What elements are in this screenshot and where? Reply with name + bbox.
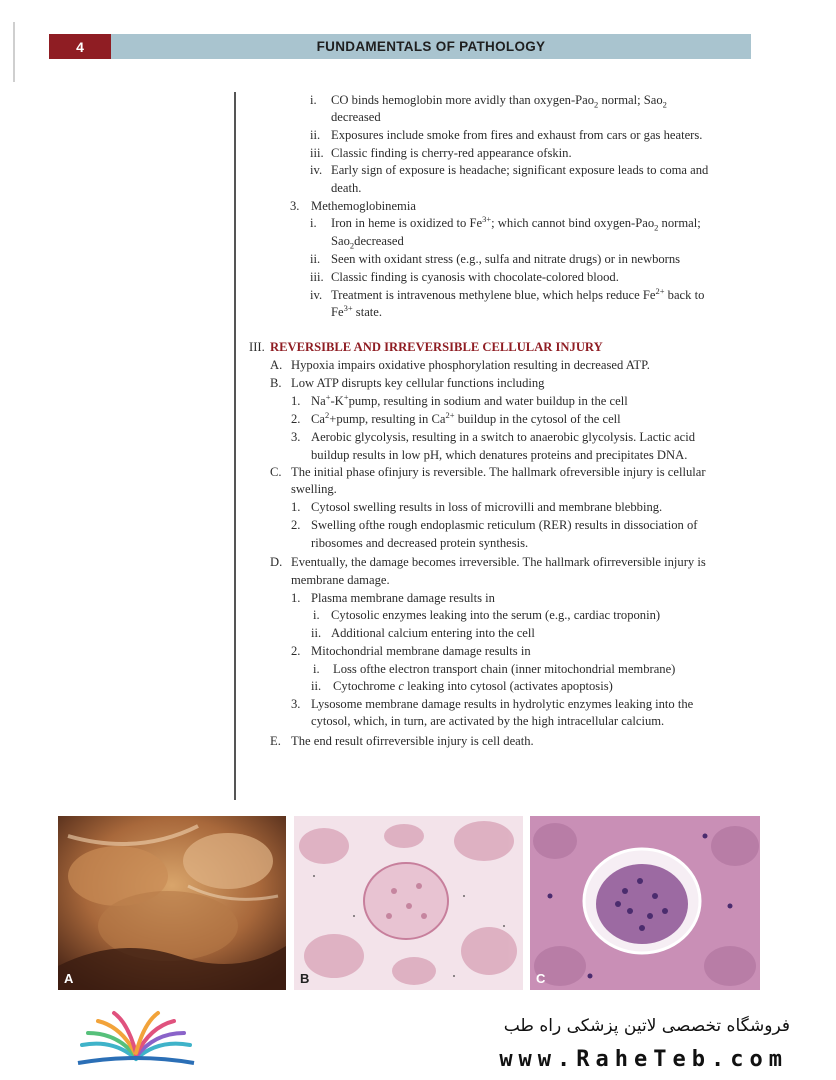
list-number: 2. xyxy=(291,518,301,532)
list-number: ii. xyxy=(310,128,321,142)
list-item: Swelling ofthe rough endoplasmic reticulum (RER) results in dissociation of xyxy=(311,518,698,532)
list-number: 2. xyxy=(291,644,301,658)
list-item: The initial phase ofinjury is reversible. The hallmark ofreversible injury is cellular xyxy=(291,465,706,479)
section-title: REVERSIBLE AND IRREVERSIBLE CELLULAR INJURY xyxy=(270,340,603,354)
list-item-cont: decreased xyxy=(331,110,381,124)
list-number: 3. xyxy=(290,199,300,213)
list-item: Exposures include smoke from fires and exhaust from cars or gas heaters. xyxy=(331,128,703,142)
list-item-cont: death. xyxy=(331,181,362,195)
shop-name: فروشگاه تخصصی لاتین پزشکی راه طب xyxy=(503,1016,790,1036)
list-item: Eventually, the damage becomes irreversible. The hallmark ofirreversible injury is xyxy=(291,555,706,569)
figure-label: A xyxy=(64,971,74,986)
list-item-cont: cytosol, which, in turn, are activated by the high intracellular calcium. xyxy=(311,714,665,728)
list-number: i. xyxy=(310,216,317,230)
list-item: Cytochrome c leaking into cytosol (activates apoptosis) xyxy=(333,679,613,693)
margin-rule xyxy=(234,92,236,800)
list-number: 1. xyxy=(291,394,301,408)
list-item: Aerobic glycolysis, resulting in a switch to anaerobic glycolysis. Lactic acid xyxy=(311,430,696,444)
list-item-cont: Sao$_2$decreased xyxy=(331,234,404,251)
list-item: Lysosome membrane damage results in hydrolytic enzymes leaking into the xyxy=(311,697,694,711)
list-item: Seen with oxidant stress (e.g., sulfa and nitrate drugs) or in newborns xyxy=(331,252,681,266)
list-item: Na+-K+pump, resulting in sodium and water buildup in the cell xyxy=(311,391,628,408)
list-number: ii. xyxy=(311,626,322,640)
list-number: 3. xyxy=(291,697,301,711)
list-letter: E. xyxy=(270,734,281,748)
list-item: Classic finding is cherry-red appearance ofskin. xyxy=(331,146,572,160)
list-number: 2. xyxy=(291,412,301,426)
section-number: III. xyxy=(249,340,265,354)
list-number: iii. xyxy=(310,270,324,284)
list-item: Cytosolic enzymes leaking into the serum (e.g., cardiac troponin) xyxy=(331,608,661,622)
list-item-cont: buildup results in low pH, which denatures proteins and precipitates DNA. xyxy=(311,448,688,462)
list-number: i. xyxy=(310,93,317,107)
list-number: 3. xyxy=(291,430,301,444)
figure-a-gross-photo xyxy=(58,816,286,990)
running-header: FUNDAMENTALS OF PATHOLOGY xyxy=(111,34,751,59)
figure-c-histology xyxy=(530,816,760,990)
list-item-cont: swelling. xyxy=(291,482,337,496)
list-number: iv. xyxy=(310,163,323,177)
figure-label: C xyxy=(536,971,546,986)
list-number: 1. xyxy=(291,591,301,605)
list-number: i. xyxy=(313,662,320,676)
figure-b-histology xyxy=(294,816,523,990)
list-number: iii. xyxy=(310,146,324,160)
list-item: CO binds hemoglobin more avidly than oxygen-Pao$_2$ normal; Sao$_2$ xyxy=(331,93,667,110)
list-item: Classic finding is cyanosis with chocolate-colored blood. xyxy=(331,270,619,284)
list-letter: C. xyxy=(270,465,282,479)
list-number: i. xyxy=(313,608,320,622)
list-item: Treatment is intravenous methylene blue, which helps reduce $Fe^{2+}$ back to xyxy=(331,285,705,302)
list-number: ii. xyxy=(310,252,321,266)
list-heading: Methemoglobinemia xyxy=(311,199,416,213)
list-number: 1. xyxy=(291,500,301,514)
list-letter: D. xyxy=(270,555,283,569)
scan-edge xyxy=(13,22,15,82)
list-item: $Ca^2+pump$, resulting in $Ca^{2+}$ buildup in the cytosol of the cell xyxy=(311,409,621,426)
list-item: The end result ofirreversible injury is cell death. xyxy=(291,734,534,748)
book-logo xyxy=(74,1009,198,1071)
list-item-cont: ribosomes and decreased protein synthesis. xyxy=(311,536,529,550)
shop-url: www.RaheTeb.com xyxy=(499,1047,788,1072)
list-item: Mitochondrial membrane damage results in xyxy=(311,644,531,658)
list-item: Cytosol swelling results in loss of microvilli and membrane blebbing. xyxy=(311,500,663,514)
list-item: Early sign of exposure is headache; significant exposure leads to coma and xyxy=(331,163,709,177)
figure-label: B xyxy=(300,971,310,986)
list-letter: A. xyxy=(270,358,283,372)
page-number: 4 xyxy=(49,34,111,59)
list-item: Iron in heme is oxidized to $Fe^{3+}$; which cannot bind oxygen-Pao$_2$ normal; xyxy=(331,213,701,233)
list-number: ii. xyxy=(311,679,322,693)
list-number: iv. xyxy=(310,288,323,302)
list-item: Hypoxia impairs oxidative phosphorylation resulting in decreased ATP. xyxy=(291,358,650,372)
list-item: Low ATP disrupts key cellular functions including xyxy=(291,376,545,390)
list-item: Loss ofthe electron transport chain (inner mitochondrial membrane) xyxy=(333,662,676,676)
list-item: Additional calcium entering into the cell xyxy=(331,626,535,640)
figure-row xyxy=(58,816,762,990)
list-item-cont: membrane damage. xyxy=(291,573,390,587)
list-item: Plasma membrane damage results in xyxy=(311,591,495,605)
list-letter: B. xyxy=(270,376,282,390)
list-item-cont: $Fe^{3+}$ state. xyxy=(331,302,383,319)
